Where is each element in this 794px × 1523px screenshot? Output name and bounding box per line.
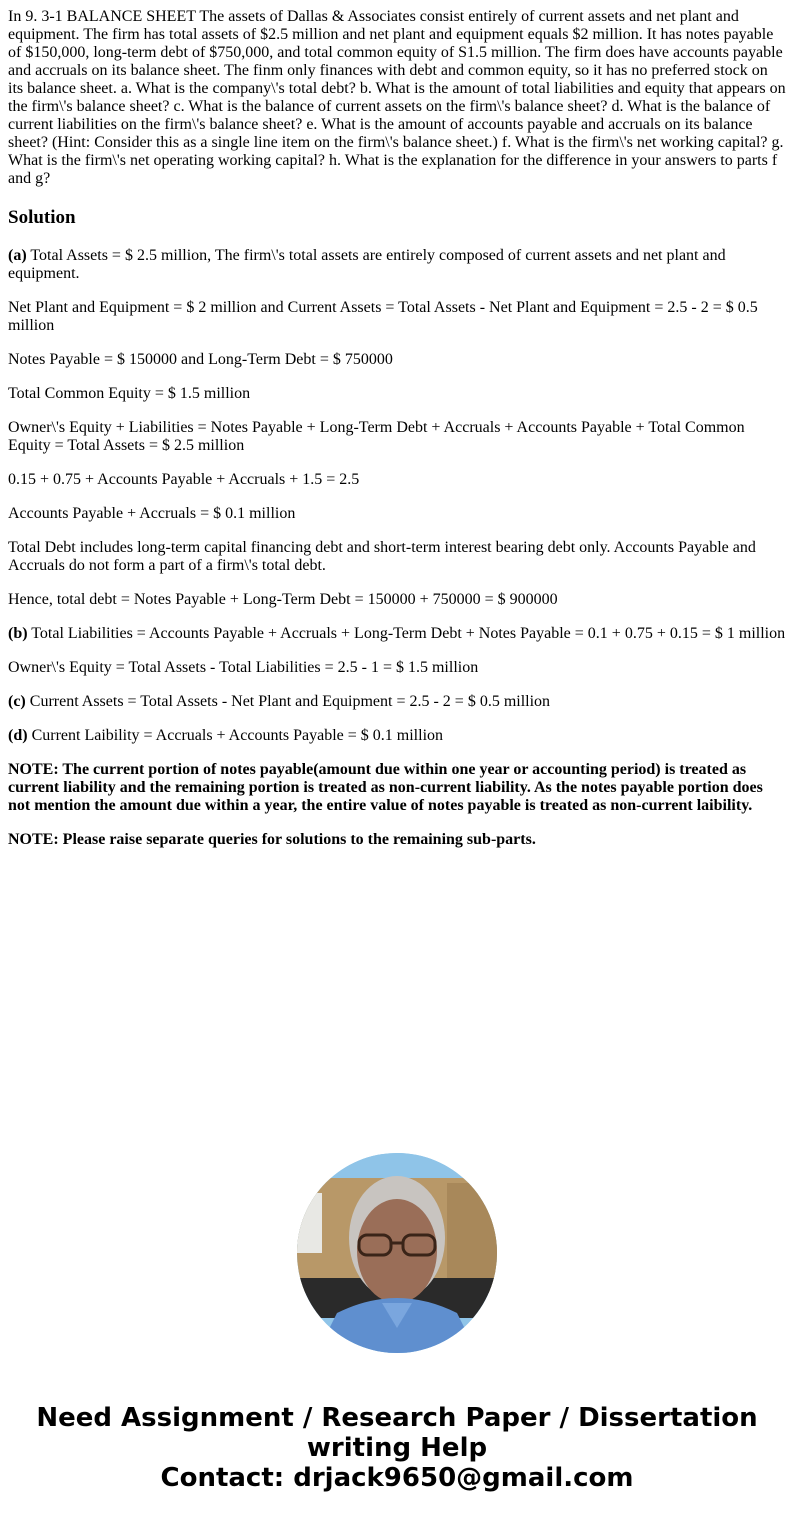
solution-paragraph: 0.15 + 0.75 + Accounts Payable + Accruals + 1.5 = 2.5 [8,471,360,488]
note-notes-payable: NOTE: The current portion of notes payable(amount due within one year or accounting period) is treated as current liability and the remaining portion is treated as non-current liability. As the notes payable portion does not mention the amount due within a year, the entire value of notes payable is treated as non-current laibility. [8,761,763,814]
solution-paragraph: Accounts Payable + Accruals = $ 0.1 million [8,505,296,522]
promo-contact: Contact: drjack9650@gmail.com [160,1463,634,1493]
solution-paragraph: Total Debt includes long-term capital financing debt and short-term interest bearing debt only. Accounts Payable and Accruals do not form a part of a firm\'s total debt. [8,539,756,574]
solution-paragraph-d: (d) Current Laibility = Accruals + Accounts Payable = $ 0.1 million [8,727,444,744]
promo-line-2: writing Help [306,1433,488,1463]
part-label: (b) [8,625,28,642]
solution-heading: Solution [8,207,76,228]
solution-paragraph: Total Common Equity = $ 1.5 million [8,385,251,402]
avatar [297,1153,497,1353]
part-label: (a) [8,247,27,264]
question-text: In 9. 3-1 BALANCE SHEET The assets of Dallas & Associates consist entirely of current assets and net plant and equipment. The firm has total assets of $2.5 million and net plant and equipment equals $2 million. It has notes payable of $150,000, long-term debt of $750,000, and total common equity of S1.5 million. The firm does have accounts payable and accruals on its balance sheet. The finm only finances with debt and common equity, so it has no preferred stock on its balance sheet. a. What is the company\'s total debt? b. What is the amount of total liabilities and equity that appears on the firm\'s balance sheet? c. What is the balance of current assets on the firm\'s balance sheet? d. What is the balance of current liabilities on the firm\'s balance sheet? e. What is the amount of accounts payable and accruals on its balance sheet? (Hint: Consider this as a single line item on the firm\'s balance sheet.) f. What is the firm\'s net working capital? g. What is the firm\'s net operating working capital? h. What is the explanation for the difference in your answers to parts f and g? [8,8,786,187]
person-portrait-icon [297,1153,497,1353]
promo-line-1: Need Assignment / Research Paper / Dissertation [36,1403,758,1433]
part-label: (d) [8,727,28,744]
promo-banner [0,1403,794,1493]
solution-paragraph: Notes Payable = $ 150000 and Long-Term Debt = $ 750000 [8,351,393,368]
solution-paragraph: Hence, total debt = Notes Payable + Long-Term Debt = 150000 + 750000 = $ 900000 [8,591,558,608]
solution-paragraph: Owner\'s Equity = Total Assets - Total Liabilities = 2.5 - 1 = $ 1.5 million [8,659,479,676]
solution-paragraph-a: (a) Total Assets = $ 2.5 million, The firm\'s total assets are entirely composed of current assets and net plant and equipment. [8,247,726,282]
solution-paragraph-b: (b) Total Liabilities = Accounts Payable + Accruals + Long-Term Debt + Notes Payable = 0.1 + 0.75 + 0.15 = $ 1 million [8,625,786,642]
note-remaining-parts: NOTE: Please raise separate queries for solutions to the remaining sub-parts. [8,831,536,848]
solution-paragraph: Net Plant and Equipment = $ 2 million and Current Assets = Total Assets - Net Plant and Equipment = 2.5 - 2 = $ 0.5 million [8,299,758,334]
part-label: (c) [8,693,26,710]
solution-paragraph-c: (c) Current Assets = Total Assets - Net Plant and Equipment = 2.5 - 2 = $ 0.5 million [8,693,551,710]
solution-paragraph: Owner\'s Equity + Liabilities = Notes Payable + Long-Term Debt + Accruals + Accounts Payable + Total Common Equity = Total Assets = $ 2.5 million [8,419,745,454]
